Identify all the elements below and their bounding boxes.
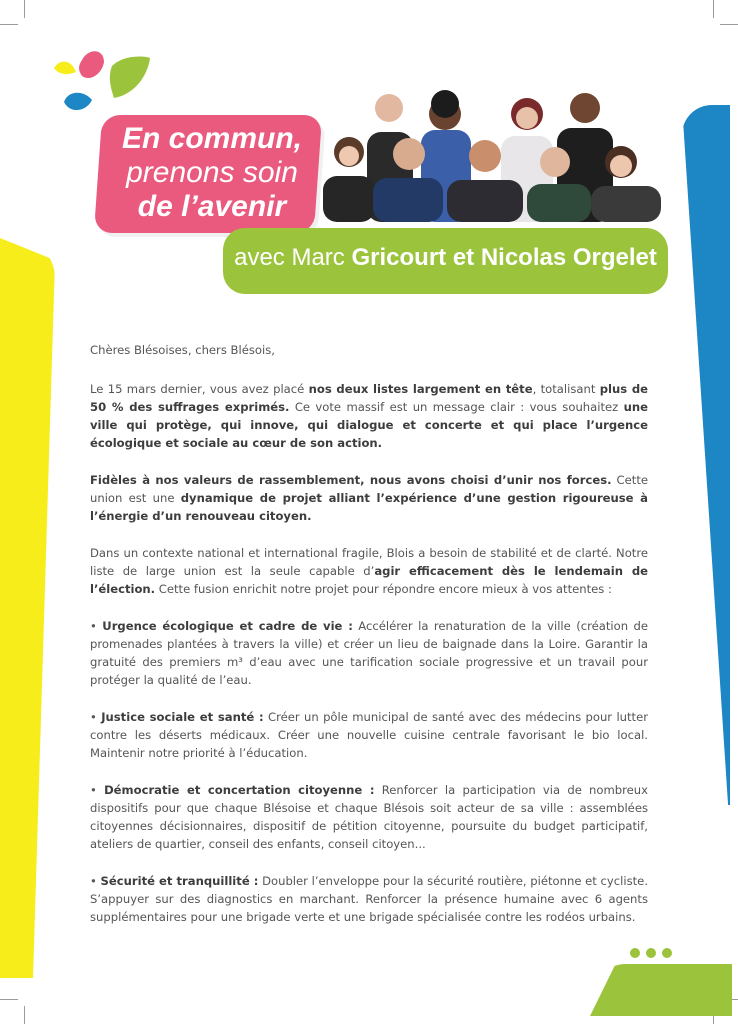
crop-mark — [713, 0, 714, 18]
decorative-dots — [630, 948, 672, 958]
crop-mark — [0, 999, 18, 1000]
text-run: • — [90, 710, 102, 724]
bullet-item — [90, 617, 648, 689]
text-run: Dans un contexte national et international fragile, Blois a besoin de stabilité et de clarté. Notre liste de large union est la seule capable d’ — [90, 546, 648, 578]
crop-mark — [24, 0, 25, 18]
bold-run: dynamique de projet alliant l’expérience d’une gestion rigoureuse à l’énergie d’un renouveau citoyen. — [90, 491, 649, 523]
bold-run: Urgence écologique et cadre de vie : — [102, 619, 353, 633]
subtitle-names: Gricourt et Nicolas Orgelet — [351, 244, 657, 271]
bold-run: Fidèles à nos valeurs de rassemblement, nous avons choisi d’unir nos forces. — [90, 473, 612, 487]
crop-mark — [24, 1006, 25, 1024]
dot — [646, 948, 656, 958]
bold-run: agir efficacement dès le lendemain de l’élection. — [90, 564, 648, 596]
paragraph — [90, 544, 648, 598]
text-run: • — [90, 783, 105, 797]
green-corner-shape — [590, 964, 732, 1016]
bullet-item — [90, 872, 648, 926]
paragraph — [90, 471, 648, 525]
greeting: Chères Blésoises, chers Blésois, — [90, 343, 275, 357]
blue-side-band — [682, 105, 730, 805]
bullet-item — [90, 781, 648, 853]
crop-mark — [0, 24, 18, 25]
text-run: Renforcer la participation via de nombreux dispositifs pour que chaque Blésoise et chaque Blésois soit acteur de sa ville : assemblées citoyennes décisionnaires, dispositif de pétition citoyenne, poursuite du budget participatif, ateliers de quartier, conseil des enfants, conseil citoyen... — [90, 783, 648, 851]
text-run: • — [90, 619, 103, 633]
text-run: Le 15 mars dernier, vous avez placé — [90, 382, 309, 396]
slogan-text — [112, 122, 312, 224]
text-run: Ce vote massif est un message clair : vous souhaitez — [289, 400, 624, 414]
letter-body — [90, 341, 648, 945]
bold-run: Justice sociale et santé : — [101, 710, 264, 724]
slogan-line-3: de l’avenir — [137, 190, 287, 223]
bold-run: plus de 50 % des suffrages exprimés. — [90, 382, 648, 414]
crop-mark — [720, 24, 738, 25]
text-run: Doubler l’enveloppe pour la sécurité routière, piétonne et cycliste. S’appuyer sur des diagnostics en marchant. Renforcer la présence humaine avec 6 agents supplémentaires pour une brigade verte et une brigade spécialisée contre les rodéos urbains. — [90, 874, 649, 924]
slogan-line-1: En commun, — [121, 122, 302, 155]
yellow-side-band — [0, 238, 55, 978]
dot — [630, 948, 640, 958]
text-run: , totalisant — [532, 382, 600, 396]
text-run: Cette union est une — [90, 473, 648, 505]
slogan-line-2: prenons soin — [126, 156, 298, 189]
text-run: Cette fusion enrichit notre projet pour répondre encore mieux à vos attentes : — [155, 582, 612, 596]
bold-run: une ville qui protège, qui innove, qui dialogue et concerte et qui place l’urgence écologique et sociale au cœur de son action. — [90, 400, 648, 450]
petal-logo-icon — [52, 46, 156, 118]
paragraph — [90, 380, 648, 452]
bold-run: Sécurité et tranquillité : — [100, 874, 259, 888]
text-run: Accélérer la renaturation de la ville (création de promenades plantées à travers la ville) et créer un lieu de baignade dans la Loire. Garantir la gratuité des premiers m³ d’eau avec une tarification sociale progressive et un travail pour protéger la qualité de l’eau. — [90, 619, 649, 687]
subtitle — [223, 244, 668, 272]
subtitle-prefix: avec Marc — [234, 244, 352, 271]
team-photo — [323, 88, 661, 222]
bold-run: Démocratie et concertation citoyenne : — [104, 783, 375, 797]
text-run: • — [90, 874, 101, 888]
bullet-item — [90, 708, 648, 762]
bold-run: nos deux listes largement en tête — [308, 382, 533, 396]
dot — [662, 948, 672, 958]
text-run: Créer un pôle municipal de santé avec des médecins pour lutter contre les déserts médicaux. Créer une nouvelle cuisine centrale favorisant le bio local. Maintenir notre priorité à l’éducation. — [90, 710, 649, 760]
